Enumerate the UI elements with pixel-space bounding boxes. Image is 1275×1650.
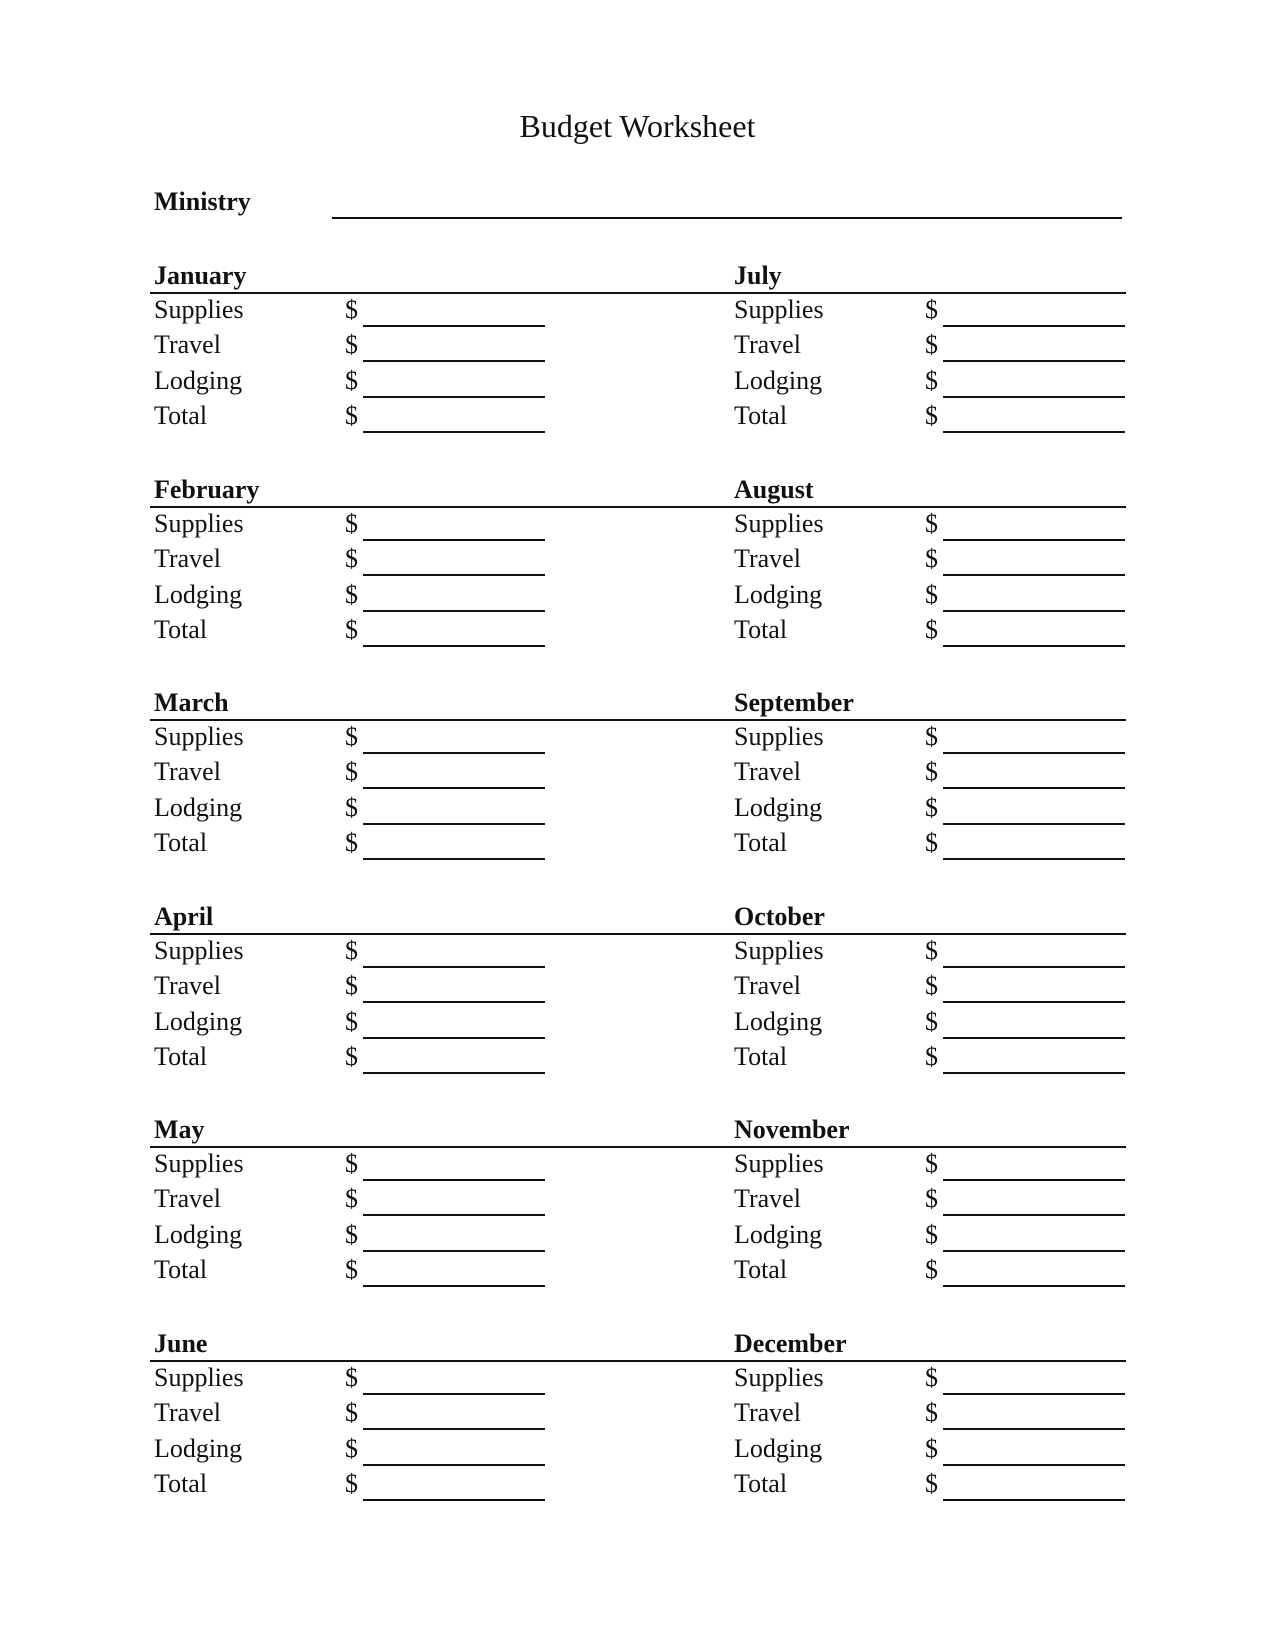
dollar-sign: $ (345, 1398, 358, 1427)
line-item-row-lodging (734, 1006, 1134, 1041)
dollar-sign: $ (925, 1220, 938, 1249)
month-heading: January (154, 261, 247, 290)
line-item-label: Total (154, 1042, 208, 1071)
line-item-row-supplies (154, 935, 554, 970)
amount-blank-field[interactable] (363, 1179, 545, 1181)
dollar-sign: $ (345, 366, 358, 395)
line-item-label: Total (734, 1469, 788, 1498)
line-item-row-travel (154, 329, 554, 364)
line-item-label: Total (154, 401, 208, 430)
amount-blank-field[interactable] (363, 823, 545, 825)
amount-blank-field[interactable] (943, 610, 1125, 612)
line-item-label: Lodging (154, 1007, 243, 1036)
dollar-sign: $ (345, 793, 358, 822)
amount-blank-field[interactable] (943, 966, 1125, 968)
line-item-label: Total (734, 828, 788, 857)
amount-blank-field[interactable] (363, 1001, 545, 1003)
amount-blank-field[interactable] (363, 325, 545, 327)
month-heading: March (154, 688, 229, 717)
line-item-row-supplies (154, 294, 554, 329)
line-item-row-total (734, 1468, 1134, 1503)
line-item-row-travel (154, 1183, 554, 1218)
line-item-label: Lodging (154, 793, 243, 822)
line-item-row-lodging (154, 1006, 554, 1041)
line-item-label: Total (154, 1255, 208, 1284)
line-item-row-total (734, 400, 1134, 435)
line-item-label: Lodging (154, 1220, 243, 1249)
line-item-label: Total (734, 1255, 788, 1284)
dollar-sign: $ (925, 1184, 938, 1213)
amount-blank-field[interactable] (943, 823, 1125, 825)
amount-blank-field[interactable] (363, 1072, 545, 1074)
line-item-row-lodging (154, 1433, 554, 1468)
dollar-sign: $ (345, 295, 358, 324)
line-item-label: Travel (734, 971, 801, 1000)
amount-blank-field[interactable] (363, 858, 545, 860)
amount-blank-field[interactable] (943, 1001, 1125, 1003)
line-item-row-lodging (734, 365, 1134, 400)
amount-blank-field[interactable] (943, 574, 1125, 576)
line-item-row-travel (734, 1183, 1134, 1218)
dollar-sign: $ (925, 615, 938, 644)
amount-blank-field[interactable] (943, 1428, 1125, 1430)
dollar-sign: $ (925, 1398, 938, 1427)
dollar-sign: $ (345, 971, 358, 1000)
amount-blank-field[interactable] (363, 752, 545, 754)
line-item-row-travel (734, 756, 1134, 791)
line-item-label: Supplies (734, 1363, 824, 1392)
dollar-sign: $ (345, 757, 358, 786)
line-item-row-supplies (154, 1148, 554, 1183)
line-item-label: Total (154, 828, 208, 857)
line-item-row-lodging (154, 579, 554, 614)
dollar-sign: $ (345, 1434, 358, 1463)
dollar-sign: $ (345, 828, 358, 857)
line-item-label: Lodging (734, 366, 823, 395)
dollar-sign: $ (925, 1149, 938, 1178)
month-heading: August (734, 475, 814, 504)
line-item-row-lodging (154, 792, 554, 827)
month-heading: July (734, 261, 782, 290)
line-item-label: Supplies (154, 295, 244, 324)
line-item-label: Travel (734, 757, 801, 786)
amount-blank-field[interactable] (943, 396, 1125, 398)
page-title: Budget Worksheet (519, 108, 756, 144)
line-item-row-lodging (734, 792, 1134, 827)
amount-blank-field[interactable] (363, 645, 545, 647)
ministry-field[interactable] (332, 217, 1122, 219)
line-item-label: Travel (154, 971, 221, 1000)
dollar-sign: $ (925, 1363, 938, 1392)
line-item-row-total (154, 1254, 554, 1289)
dollar-sign: $ (925, 544, 938, 573)
amount-blank-field[interactable] (363, 610, 545, 612)
dollar-sign: $ (925, 295, 938, 324)
line-item-row-total (154, 1041, 554, 1076)
line-item-row-lodging (734, 1433, 1134, 1468)
line-item-label: Lodging (734, 793, 823, 822)
dollar-sign: $ (345, 615, 358, 644)
dollar-sign: $ (345, 330, 358, 359)
line-item-row-travel (154, 543, 554, 578)
line-item-row-supplies (734, 294, 1134, 329)
line-item-label: Travel (734, 1184, 801, 1213)
line-item-label: Supplies (734, 936, 824, 965)
line-item-label: Lodging (154, 580, 243, 609)
month-heading: April (154, 902, 214, 931)
line-item-label: Supplies (154, 509, 244, 538)
month-heading: June (154, 1329, 208, 1358)
line-item-row-total (734, 1041, 1134, 1076)
month-heading: February (154, 475, 260, 504)
amount-blank-field[interactable] (363, 787, 545, 789)
dollar-sign: $ (345, 544, 358, 573)
amount-blank-field[interactable] (943, 1464, 1125, 1466)
dollar-sign: $ (925, 793, 938, 822)
line-item-label: Travel (154, 1184, 221, 1213)
amount-blank-field[interactable] (363, 1464, 545, 1466)
line-item-label: Travel (734, 330, 801, 359)
line-item-label: Supplies (154, 722, 244, 751)
line-item-label: Travel (734, 544, 801, 573)
line-item-row-lodging (734, 579, 1134, 614)
line-item-row-total (154, 1468, 554, 1503)
line-item-label: Total (734, 1042, 788, 1071)
line-item-row-supplies (154, 721, 554, 756)
dollar-sign: $ (345, 1042, 358, 1071)
line-item-label: Lodging (154, 1434, 243, 1463)
amount-blank-field[interactable] (363, 574, 545, 576)
dollar-sign: $ (925, 330, 938, 359)
line-item-label: Travel (734, 1398, 801, 1427)
amount-blank-field[interactable] (363, 1499, 545, 1501)
line-item-label: Lodging (734, 1434, 823, 1463)
month-heading: May (154, 1115, 205, 1144)
amount-blank-field[interactable] (363, 396, 545, 398)
line-item-label: Lodging (734, 1007, 823, 1036)
dollar-sign: $ (345, 1469, 358, 1498)
line-item-row-supplies (734, 1148, 1134, 1183)
dollar-sign: $ (345, 1149, 358, 1178)
dollar-sign: $ (925, 757, 938, 786)
amount-blank-field[interactable] (363, 360, 545, 362)
amount-blank-field[interactable] (363, 539, 545, 541)
line-item-row-travel (734, 329, 1134, 364)
amount-blank-field[interactable] (363, 1214, 545, 1216)
dollar-sign: $ (345, 1184, 358, 1213)
ministry-label: Ministry (154, 187, 251, 216)
line-item-row-lodging (154, 365, 554, 400)
line-item-label: Total (154, 1469, 208, 1498)
line-item-row-travel (154, 756, 554, 791)
amount-blank-field[interactable] (943, 1393, 1125, 1395)
dollar-sign: $ (345, 1255, 358, 1284)
amount-blank-field[interactable] (943, 431, 1125, 433)
amount-blank-field[interactable] (943, 858, 1125, 860)
line-item-row-supplies (734, 935, 1134, 970)
line-item-label: Total (734, 615, 788, 644)
line-item-row-supplies (734, 721, 1134, 756)
line-item-row-supplies (154, 508, 554, 543)
month-heading: September (734, 688, 854, 717)
line-item-label: Supplies (734, 509, 824, 538)
dollar-sign: $ (925, 580, 938, 609)
line-item-label: Supplies (734, 295, 824, 324)
line-item-row-total (154, 614, 554, 649)
amount-blank-field[interactable] (363, 1250, 545, 1252)
amount-blank-field[interactable] (943, 645, 1125, 647)
amount-blank-field[interactable] (943, 787, 1125, 789)
line-item-label: Lodging (734, 580, 823, 609)
line-item-row-total (154, 827, 554, 862)
dollar-sign: $ (925, 1042, 938, 1071)
line-item-label: Supplies (734, 722, 824, 751)
dollar-sign: $ (925, 971, 938, 1000)
dollar-sign: $ (345, 1007, 358, 1036)
line-item-label: Supplies (154, 1149, 244, 1178)
dollar-sign: $ (925, 366, 938, 395)
dollar-sign: $ (345, 1363, 358, 1392)
dollar-sign: $ (925, 1469, 938, 1498)
amount-blank-field[interactable] (943, 1214, 1125, 1216)
line-item-label: Travel (154, 1398, 221, 1427)
dollar-sign: $ (345, 936, 358, 965)
line-item-label: Travel (154, 757, 221, 786)
dollar-sign: $ (345, 580, 358, 609)
dollar-sign: $ (925, 1255, 938, 1284)
line-item-row-total (734, 827, 1134, 862)
dollar-sign: $ (925, 828, 938, 857)
dollar-sign: $ (345, 401, 358, 430)
line-item-row-travel (154, 1397, 554, 1432)
amount-blank-field[interactable] (363, 1393, 545, 1395)
line-item-label: Travel (154, 330, 221, 359)
amount-blank-field[interactable] (943, 360, 1125, 362)
dollar-sign: $ (345, 1220, 358, 1249)
amount-blank-field[interactable] (363, 966, 545, 968)
dollar-sign: $ (345, 722, 358, 751)
amount-blank-field[interactable] (943, 1179, 1125, 1181)
amount-blank-field[interactable] (943, 1499, 1125, 1501)
dollar-sign: $ (925, 509, 938, 538)
line-item-row-supplies (734, 1362, 1134, 1397)
line-item-row-total (154, 400, 554, 435)
line-item-row-supplies (154, 1362, 554, 1397)
line-item-row-travel (734, 543, 1134, 578)
line-item-label: Travel (154, 544, 221, 573)
dollar-sign: $ (925, 936, 938, 965)
line-item-label: Lodging (154, 366, 243, 395)
amount-blank-field[interactable] (943, 1037, 1125, 1039)
amount-blank-field[interactable] (363, 1037, 545, 1039)
line-item-label: Total (154, 615, 208, 644)
line-item-label: Supplies (154, 1363, 244, 1392)
line-item-row-supplies (734, 508, 1134, 543)
line-item-row-lodging (734, 1219, 1134, 1254)
line-item-label: Lodging (734, 1220, 823, 1249)
amount-blank-field[interactable] (943, 752, 1125, 754)
amount-blank-field[interactable] (943, 1250, 1125, 1252)
dollar-sign: $ (925, 401, 938, 430)
amount-blank-field[interactable] (363, 1428, 545, 1430)
amount-blank-field[interactable] (363, 1285, 545, 1287)
amount-blank-field[interactable] (943, 325, 1125, 327)
amount-blank-field[interactable] (943, 1072, 1125, 1074)
dollar-sign: $ (345, 509, 358, 538)
amount-blank-field[interactable] (943, 539, 1125, 541)
month-heading: December (734, 1329, 847, 1358)
line-item-label: Supplies (734, 1149, 824, 1178)
dollar-sign: $ (925, 1007, 938, 1036)
line-item-row-total (734, 1254, 1134, 1289)
line-item-label: Total (734, 401, 788, 430)
month-heading: October (734, 902, 825, 931)
line-item-row-total (734, 614, 1134, 649)
dollar-sign: $ (925, 1434, 938, 1463)
line-item-label: Supplies (154, 936, 244, 965)
amount-blank-field[interactable] (943, 1285, 1125, 1287)
dollar-sign: $ (925, 722, 938, 751)
line-item-row-travel (154, 970, 554, 1005)
line-item-row-travel (734, 1397, 1134, 1432)
amount-blank-field[interactable] (363, 431, 545, 433)
line-item-row-travel (734, 970, 1134, 1005)
line-item-row-lodging (154, 1219, 554, 1254)
month-heading: November (734, 1115, 850, 1144)
